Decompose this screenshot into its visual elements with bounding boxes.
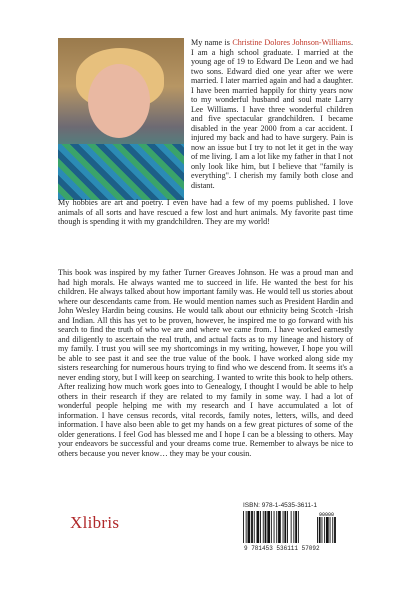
barcode [243,511,339,543]
barcode-bar [267,511,270,543]
barcode-addon-bar [326,517,329,543]
barcode-bar [271,511,272,543]
barcode-bar [291,511,292,543]
barcode-bar [257,511,260,543]
barcode-addon-bar [322,517,323,543]
barcode-bar [295,511,297,543]
bio-intro-prefix: My name is [191,38,233,47]
barcode-bar [265,511,267,543]
barcode-addon-bar [330,517,331,543]
barcode-addon-bar [332,517,333,543]
author-photo [58,38,184,200]
barcode-bar [246,511,247,543]
isbn-label: ISBN: 978-1-4535-3611-1 [243,502,317,509]
author-bio-continued: My hobbies are art and poetry. I even have had a few of my poems published. I love animals of all sorts and have rescued a few lost and hurt animals. My favorite past time though is spending it with my grandchildren. They are my world! [58,198,353,226]
book-description: This book was inspired by my father Turner Greaves Johnson. He was a proud man and had high morals. He always wanted me to succeed in life. He wanted the best for his children. He always talked about how important family was. He would tell us stories about where our descendants came from. He would mention names such as President Hardin and John Wesley Hardin being cousins. He would talk about our ethnicity being Scotch -Irish and Indian. All this has yet to be proven, however, he inspired me to go forward with his search to find the truth of who we are and where we came from. I have worked earnestly and diligently to ascertain the real truth, and actual facts as to my lineage and history of my family. I trust you will see my shortcomings in my writing, however, I hope you will be able to see past it and see the true value of the book. I have worked along side my sisters researching for numerous hours trying to find who we descend from. It seems it's a never ending story, but I will keep on searching. I wanted to write this book to help others. After realizing how much work goes into to Genealogy, I thought I would be able to help others in their research if they are related to my family in some way. I had a lot of wonderful people helping me with my research and I have accumulated a lot of information. I have census records, vital records, family notes, letters, wills, and deed information. I have also been able to get my hands on a few great pictures of some of the older generations. I feel God has blessed me and I hope I can be a blessing to others. May your endeavors be successful and your dreams come true. Remember to always be nice to others because you never know… they may be your cousin. [58,268,353,458]
barcode-bar [293,511,294,543]
barcode-addon-bar [334,517,336,543]
barcode-bar [248,511,251,543]
barcode-addon-bar [319,517,321,543]
barcode-addon: 90000 [319,512,335,518]
barcode-bar [278,511,281,543]
barcode-bar [243,511,244,543]
photo-clothing [58,144,184,200]
barcode-bar [274,511,275,543]
barcode-bar [298,511,299,543]
bio-intro-text: . I am a high school graduate. I married at the young age of 19 to Edward De Leon and we had two sons. Edward died one year after we were married. I later married again and had a daughter. I have been married happily for thirty years now to my wonderful husband and soul mate Larry Lee Williams. I have three wonderful children and five spectacular grandchildren. I became disabled in the year 2000 from a car accident. I injured my back and had to have surgery. Pain is now an issue but I try to not let it get in the way of me living. I am a lot like my father in that I not only look like him, but I believe that "family is everything". I cherish my family both close and distant. [191,38,353,190]
barcode-addon-bar [324,517,325,543]
barcode-bar [263,511,264,543]
barcode-bar [276,511,277,543]
barcode-bar [287,511,288,543]
barcode-bar [251,511,253,543]
barcode-digits: 9 781453 536111 57092 [244,545,320,552]
barcode-bar [283,511,284,543]
barcode-addon-bar [317,517,318,543]
barcode-bar [260,511,261,543]
photo-face [88,64,150,138]
author-name: Christine Dolores Johnson-Williams [232,38,351,47]
publisher-logo: Xlibris [70,513,120,532]
barcode-bar [284,511,286,543]
barcode-bar [254,511,255,543]
author-bio [191,38,353,190]
